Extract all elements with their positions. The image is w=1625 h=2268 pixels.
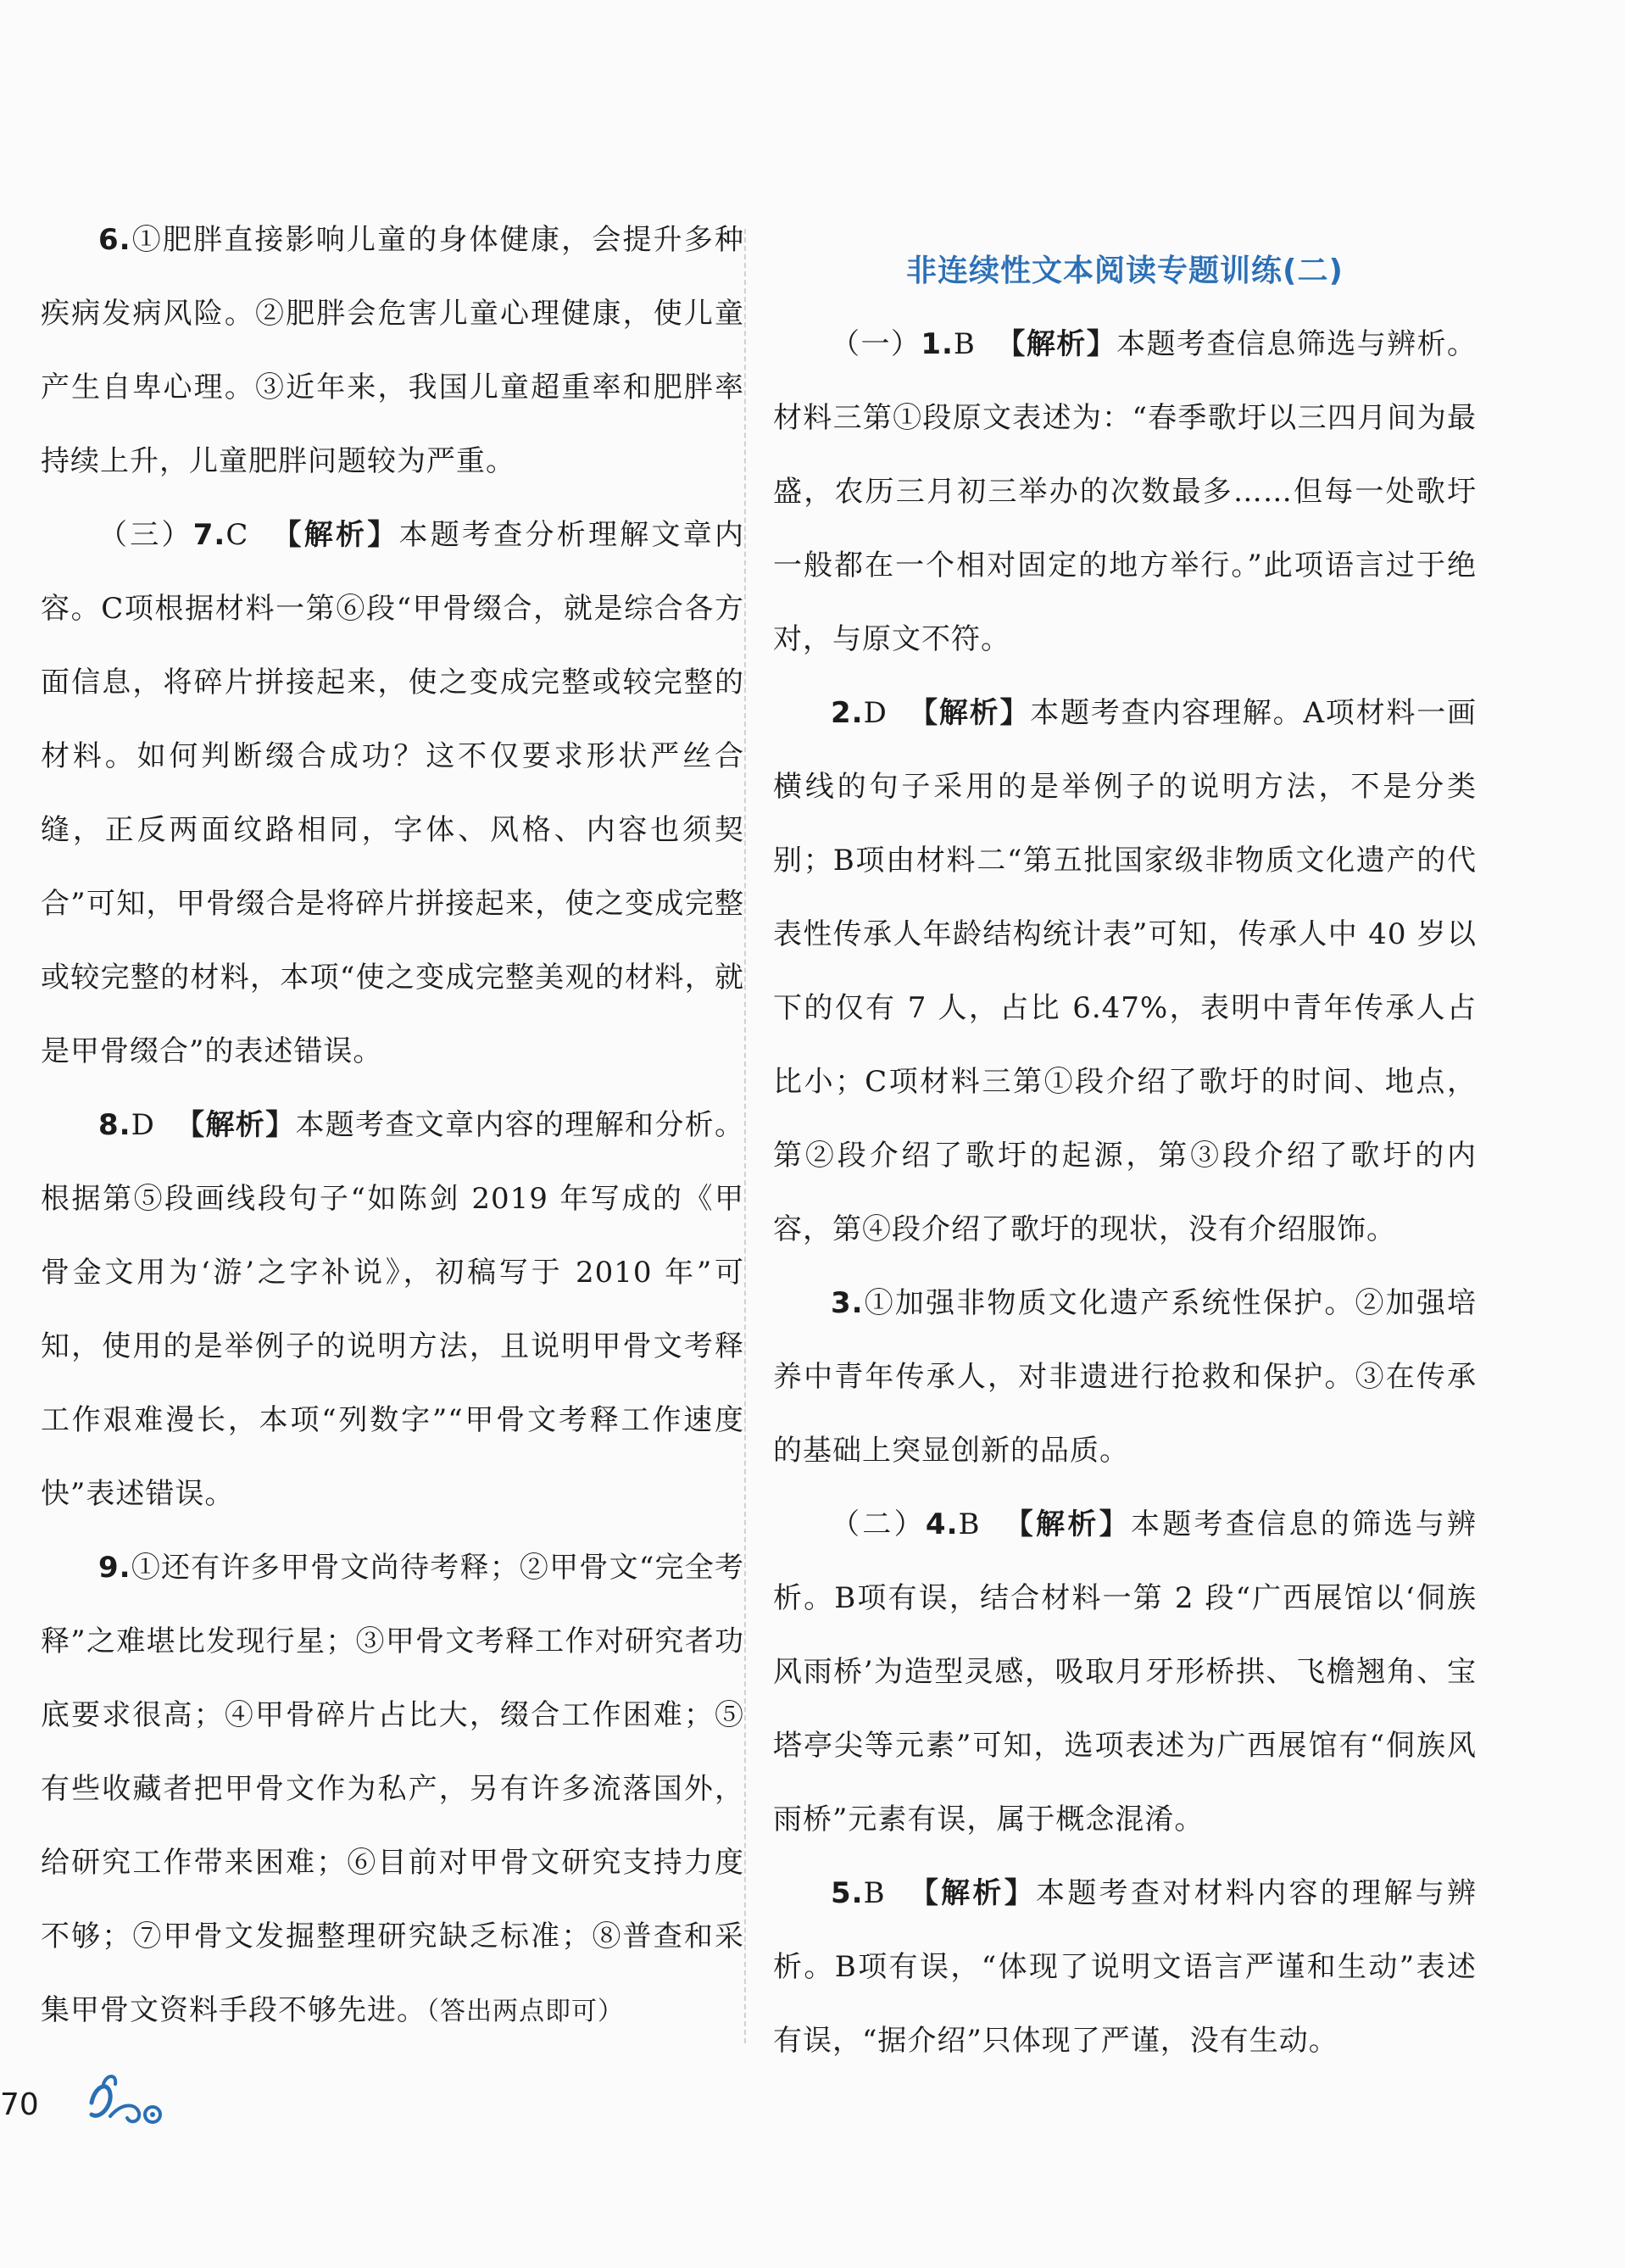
answer-4 <box>773 1488 1477 1857</box>
column-divider <box>744 229 746 2043</box>
answer-text: 本题考查信息筛选与辨析。材料三第①段原文表述为：“春季歌圩以三四月间为最盛，农历三月初三举办的次数最多……但每一处歌圩一般都在一个相对固定的地方举行。”此项语言过于绝对，与原文不符。 <box>773 327 1478 656</box>
analysis-tag: 【解析】 <box>996 327 1117 361</box>
question-number: 2. <box>831 696 864 730</box>
question-number: 8. <box>98 1108 131 1142</box>
page-number: 70 <box>0 2087 39 2122</box>
question-number: 3. <box>831 1286 864 1320</box>
analysis-tag: 【解析】 <box>909 1876 1037 1910</box>
answer-3 <box>773 1267 1477 1488</box>
answer-6 <box>41 203 744 499</box>
analysis-tag: 【解析】 <box>272 518 399 552</box>
answer-letter: B <box>863 1876 886 1910</box>
answer-text: 本题考查信息的筛选与辨析。B项有误，结合材料一第 2 段“广西展馆以‘侗族风雨桥’为造型灵感，吸取月牙形桥拱、飞檐翘角、宝塔亭尖等元素”可知，选项表述为广西展馆有“侗族风雨桥”元素有误，属于概念混淆。 <box>773 1507 1478 1836</box>
right-column <box>773 203 1477 2078</box>
answer-letter: B <box>958 1507 981 1541</box>
question-number: 5. <box>831 1876 864 1910</box>
answer-9 <box>41 1531 744 2048</box>
answer-text: 本题考查内容理解。A项材料一画横线的句子采用的是举例子的说明方法，不是分类别；B项由材料二“第五批国家级非物质文化遗产的代表性传承人年龄结构统计表”可知，传承人中 40 岁以下的仅有 7 人，占比 6.47%，表明中青年传承人占比小；C项材料三第①段介绍了歌圩的时间、地点，第②段介绍了歌圩的起源，第③段介绍了歌圩的内容，第④段介绍了歌圩的现状，没有介绍服饰。 <box>773 696 1477 1246</box>
question-number: 7. <box>192 518 226 552</box>
answer-letter: D <box>131 1108 155 1142</box>
question-number: 6. <box>98 223 131 257</box>
answer-text: ①加强非物质文化遗产系统性保护。②加强培养中青年传承人，对非遗进行抢救和保护。③在传承的基础上突显创新的品质。 <box>773 1286 1477 1468</box>
answer-letter: B <box>953 327 976 361</box>
answer-text: ①肥胖直接影响儿童的身体健康，会提升多种疾病发病风险。②肥胖会危害儿童心理健康，使儿童产生自卑心理。③近年来，我国儿童超重率和肥胖率持续上升，儿童肥胖问题较为严重。 <box>41 223 744 478</box>
answer-text: 本题考查文章内容的理解和分析。根据第⑤段画线段句子“如陈剑 2019 年写成的《甲骨金文用为‘游’之字补说》，初稿写于 2010 年”可知，使用的是举例子的说明方法，且说明甲骨文考释工作艰难漫长，本项“列数字”“甲骨文考释工作速度快”表述错误。 <box>41 1108 745 1511</box>
answer-2 <box>773 677 1477 1267</box>
answer-letter: D <box>863 696 888 730</box>
section-prefix: （二） <box>831 1507 926 1541</box>
answer-note: （答出两点即可） <box>426 1997 624 2026</box>
answer-text: ①还有许多甲骨文尚待考释；②甲骨文“完全考释”之难堪比发现行星；③甲骨文考释工作对研究者功底要求很高；④甲骨碎片占比大，缀合工作困难；⑤有些收藏者把甲骨文作为私产，另有许多流落国外，给研究工作带来困难；⑥目前对甲骨文研究支持力度不够；⑦甲骨文发掘整理研究缺乏标准；⑧普查和采集甲骨文资料手段不够先进。 <box>41 1551 744 2027</box>
answer-7 <box>41 499 744 1089</box>
answer-8 <box>41 1089 744 1531</box>
section-prefix: （三） <box>98 518 193 552</box>
section-title: 非连续性文本阅读专题训练(二) <box>906 254 1344 288</box>
analysis-tag: 【解析】 <box>175 1108 296 1142</box>
answer-5 <box>773 1857 1477 2078</box>
analysis-tag: 【解析】 <box>909 696 1031 730</box>
section-prefix: （一） <box>831 327 921 361</box>
answer-1 <box>773 308 1477 677</box>
left-column <box>41 203 744 2048</box>
answer-text: 本题考查分析理解文章内容。C项根据材料一第⑥段“甲骨缀合，就是综合各方面信息，将碎片拼接起来，使之变成完整或较完整的材料。如何判断缀合成功？这不仅要求形状严丝合缝，正反两面纹路相同，字体、风格、内容也须契合”可知，甲骨缀合是将碎片拼接起来，使之变成完整或较完整的材料，本项“使之变成完整美观的材料，就是甲骨缀合”的表述错误。 <box>41 518 745 1068</box>
decorative-flourish-icon <box>85 2069 170 2137</box>
question-number: 4. <box>925 1507 959 1541</box>
question-number: 9. <box>98 1551 131 1585</box>
answer-text: 本题考查对材料内容的理解与辨析。B项有误，“体现了说明文语言严谨和生动”表述有误，“据介绍”只体现了严谨，没有生动。 <box>773 1876 1478 2058</box>
answer-letter: C <box>225 518 249 552</box>
analysis-tag: 【解析】 <box>1004 1507 1131 1541</box>
question-number: 1. <box>921 327 954 361</box>
